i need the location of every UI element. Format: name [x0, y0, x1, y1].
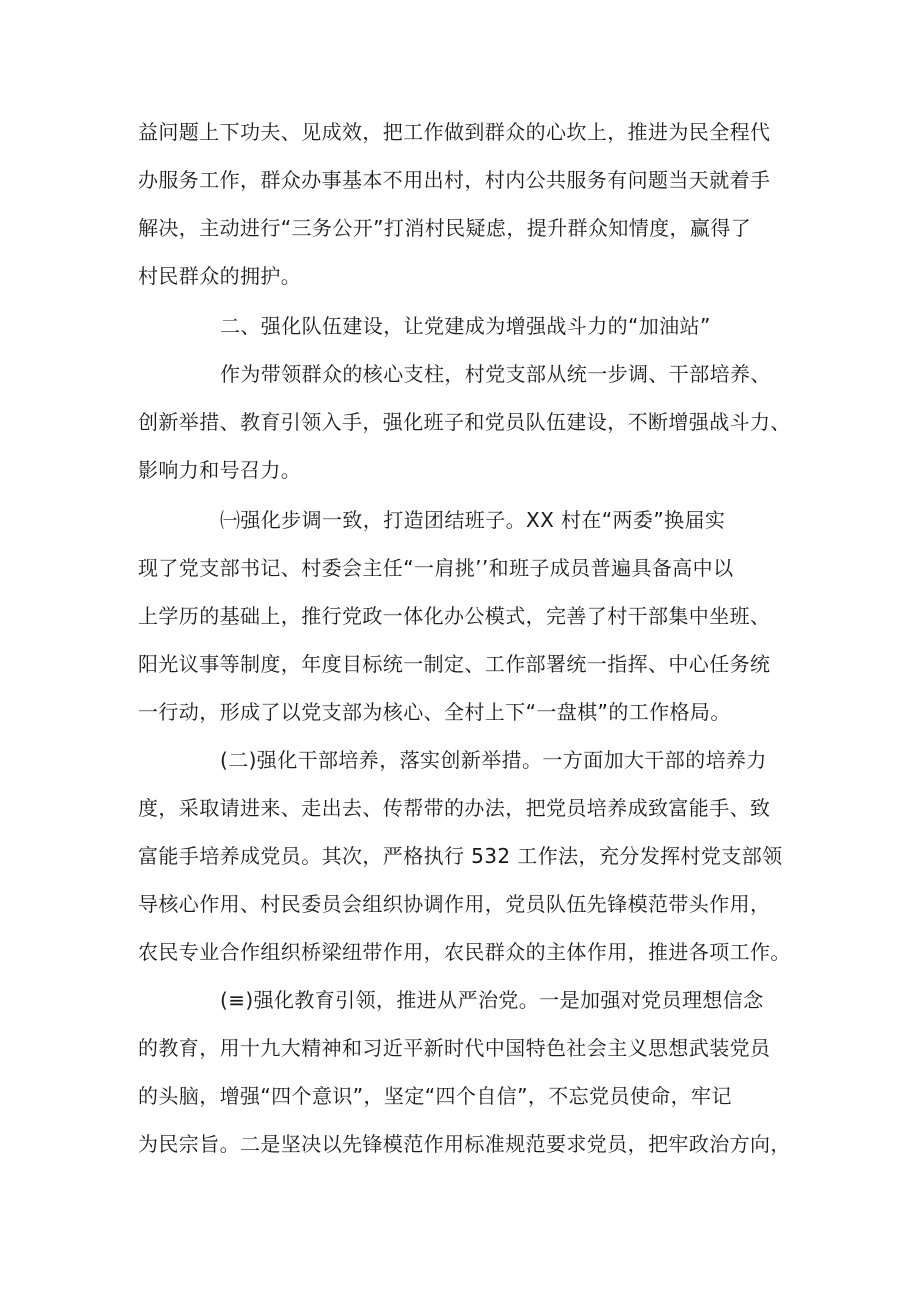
paragraph-1-line-3: 解决，主动进行“三务公开”打消村民疑虑，提升群众知情度，赢得了: [138, 216, 752, 240]
paragraph-3-line-2: 现了党支部书记、村委会主任“一肩挑’’和班子成员普遍具备高中以: [138, 556, 734, 580]
paragraph-2-line-2: 创新举措、教育引领入手，强化班子和党员队伍建设，不断增强战斗力、: [138, 410, 791, 434]
paragraph-3-line-1: ㈠强化步调一致，打造团结班子。XX 村在“两委”换届实: [220, 508, 726, 532]
paragraph-5-line-2: 的教育，用十九大精神和习近平新时代中国特色社会主义思想武装党员: [138, 1036, 771, 1060]
paragraph-4-line-5: 农民专业合作组织桥梁纽带作用，农民群众的主体作用，推进各项工作。: [138, 940, 791, 964]
paragraph-1-line-1: 益问题上下功夫、见成效，把工作做到群众的心坎上，推进为民全程代: [138, 120, 771, 144]
paragraph-4-line-4: 导核心作用、村民委员会组织协调作用，党员队伍先锋模范带头作用，: [138, 892, 771, 916]
paragraph-3-line-4: 阳光议事等制度，年度目标统一制定、工作部署统一指挥、中心任务统: [138, 652, 771, 676]
paragraph-4-line-3: 富能手培养成党员。其次，严格执行 532 工作法，充分发挥村党支部领: [138, 844, 783, 868]
paragraph-3-line-5: 一行动，形成了以党支部为核心、全村上下“一盘棋”的工作格局。: [138, 700, 731, 724]
paragraph-4-line-2: 度，采取请进来、走出去、传帮带的办法，把党员培养成致富能手、致: [138, 796, 771, 820]
paragraph-3-line-3: 上学历的基础上，推行党政一体化办公模式，完善了村干部集中坐班、: [138, 604, 771, 628]
paragraph-5-line-4: 为民宗旨。二是坚决以先锋模范作用标准规范要求党员，把牢政治方向，: [138, 1132, 791, 1156]
paragraph-2-line-3: 影响力和号召力。: [138, 458, 302, 482]
paragraph-1-line-4: 村民群众的拥护。: [138, 264, 302, 288]
paragraph-2-line-1: 作为带领群众的核心支柱，村党支部从统一步调、干部培养、: [220, 362, 771, 386]
section-2-heading: 二、强化队伍建设，让党建成为增强战斗力的“加油站”: [220, 314, 711, 338]
paragraph-5-line-1: (≡)强化教育引领，推进从严治党。一是加强对党员理想信念: [220, 988, 764, 1012]
paragraph-4-line-1: (二)强化干部培养，落实创新举措。一方面加大干部的培养力: [220, 748, 767, 772]
paragraph-5-line-3: 的头脑，增强“四个意识”，坚定“四个自信”，不忘党员使命，牢记: [138, 1084, 732, 1108]
paragraph-1-line-2: 办服务工作，群众办事基本不用出村，村内公共服务有问题当天就着手: [138, 168, 771, 192]
